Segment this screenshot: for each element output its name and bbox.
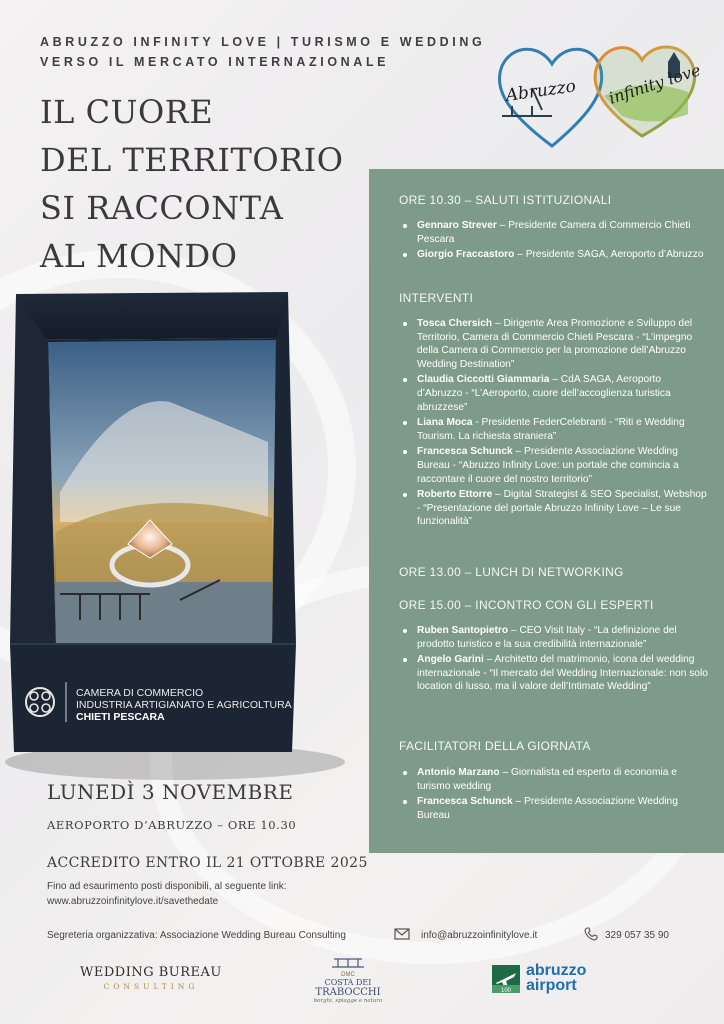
list-item: Francesca Schunck – Presidente Associazione Wedding Bureau - “Abruzzo Infinity Love: un portale che comincia a raccontare il cuore del nostro territorio” [417, 445, 709, 486]
list-item: Giorgio Fraccastoro – Presidente SAGA, Aeroporto d’Abruzzo [417, 248, 709, 262]
list-item: Tosca Chersich – Dirigente Area Promozione e Sviluppo del Territorio, Camera di Commercio Chieti Pescara - “L’impegno della Camera di Commercio per la promozione dell’Abruzzo Wedding Destination” [417, 317, 709, 371]
chamber-line-1: CAMERA DI COMMERCIO [76, 687, 204, 699]
talks-list [399, 317, 709, 531]
logo-text-infinity: infinity love [606, 60, 703, 108]
header-tagline [40, 32, 485, 72]
trabocco-icon [328, 955, 368, 969]
section-title-lunch: ORE 13.00 – LUNCH DI NETWORKING [399, 565, 624, 579]
list-item: Ruben Santopietro – CEO Visit Italy - “La definizione del prodotto turistico e la sua credibilità internazionale” [417, 624, 709, 651]
title-line-1: IL CUORE [40, 93, 214, 131]
greetings-list [399, 219, 709, 264]
availability-note: Fino ad esaurimento posti disponibili, al seguente link: [47, 881, 287, 892]
section-title-talks: INTERVENTI [399, 291, 474, 305]
airport-plane-icon [492, 965, 520, 993]
event-place: AEROPORTO D’ABRUZZO – ORE 10.30 [47, 818, 297, 832]
section-title-facilitators: FACILITATORI DELLA GIORNATA [399, 739, 591, 753]
list-item: Claudia Ciccotti Giammaria – CdA SAGA, Aeroporto d’Abruzzo - “L’Aeroporto, cuore dell’accoglienza turistica abruzzese” [417, 373, 709, 414]
registration-link[interactable]: www.abruzzoinfinitylove.it/savethedate [47, 896, 219, 907]
phone-number[interactable]: 329 057 35 90 [605, 930, 669, 941]
title-line-3: SI RACCONTA [40, 189, 284, 227]
section-title-experts: ORE 15.00 – INCONTRO CON GLI ESPERTI [399, 598, 654, 612]
facilitators-list [399, 766, 709, 824]
dmc-name-line-1: COSTA DEI [324, 978, 372, 987]
event-date: LUNEDÌ 3 NOVEMBRE [47, 780, 294, 804]
airport-badge: 100 [500, 988, 512, 993]
abruzzo-infinity-love-logo [492, 36, 712, 154]
wedding-bureau-name: WEDDING BUREAU [80, 965, 222, 980]
chamber-line-2: INDUSTRIA ARTIGIANATO E AGRICOLTURA [76, 699, 292, 711]
email-icon [394, 928, 410, 940]
costa-dei-trabocchi-logo [308, 955, 388, 1004]
phone-icon [584, 927, 598, 941]
list-item: Antonio Marzano – Giornalista ed esperto di economia e turismo wedding [417, 766, 709, 793]
program-panel [369, 169, 724, 853]
dmc-name-line-2: TRABOCCHI [315, 987, 381, 998]
title-line-4: AL MONDO [40, 237, 238, 275]
ring-box-illustration [0, 282, 360, 787]
list-item: Roberto Ettorre – Digital Strategist & SEO Specialist, Webshop - “Presentazione del portale Abruzzo Infinity Love – Le sue funzionalità” [417, 488, 709, 529]
dmc-tagline: borghi, spiagge e natura [313, 998, 383, 1004]
list-item: Francesca Schunck – Presidente Associazione Wedding Bureau [417, 795, 709, 822]
chamber-line-3: CHIETI PESCARA [76, 711, 165, 723]
tagline-line-2: VERSO IL MERCATO INTERNAZIONALE [40, 55, 390, 69]
abruzzo-airport-logo [492, 963, 602, 997]
secretariat-text: Segreteria organizzativa: Associazione Wedding Bureau Consulting [47, 930, 346, 941]
logo-text-abruzzo: Abruzzo [504, 76, 578, 106]
email-link[interactable]: info@abruzzoinfinitylove.it [421, 930, 538, 941]
experts-list [399, 624, 709, 696]
title-line-2: DEL TERRITORIO [40, 141, 344, 179]
section-title-greetings: ORE 10.30 – SALUTI ISTITUZIONALI [399, 193, 612, 207]
wedding-bureau-subtitle: CONSULTING [103, 982, 199, 991]
list-item: Gennaro Strever – Presidente Camera di Commercio Chieti Pescara [417, 219, 709, 246]
list-item: Angelo Garini – Architetto del matrimonio, icona del wedding internazionale - “Il mercato del Wedding Internazionale: non solo location di lusso, ma il valore dell’Intimate Wedding” [417, 653, 709, 694]
accreditation-deadline: ACCREDITO ENTRO IL 21 OTTOBRE 2025 [47, 855, 368, 871]
page-title [40, 88, 344, 280]
wedding-bureau-logo [80, 965, 222, 991]
airport-name-line-2: airport [526, 977, 577, 994]
airport-name-line-1: abruzzo [526, 962, 587, 979]
list-item: Liana Moca - Presidente FederCelebranti - “Riti e Wedding Tourism. La richiesta straniera” [417, 416, 709, 443]
tagline-line-1: ABRUZZO INFINITY LOVE | TURISMO E WEDDING [40, 35, 486, 49]
dmc-label: DMC [341, 972, 355, 978]
